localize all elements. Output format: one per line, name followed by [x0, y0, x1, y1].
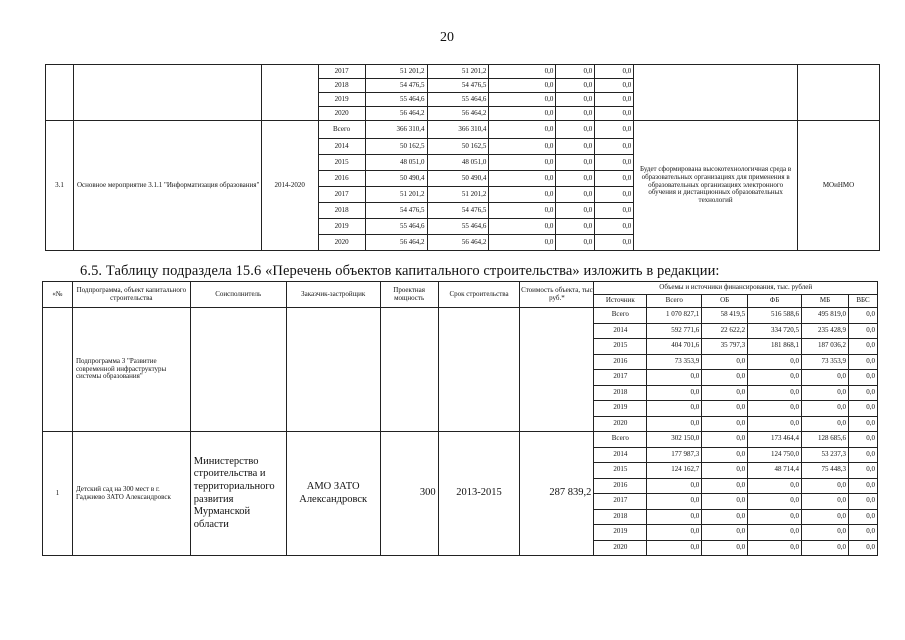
item-period: 2014-2020 [261, 121, 318, 251]
mb-cell: 0,0 [802, 525, 849, 541]
year-cell: 2016 [594, 354, 647, 370]
vbs-cell: 0,0 [848, 478, 877, 494]
fb-cell: 0,0 [748, 385, 802, 401]
vbs-cell: 0,0 [595, 65, 634, 79]
top-table [45, 64, 880, 251]
header-ob: ОБ [702, 295, 748, 308]
mb-cell: 0,0 [556, 65, 595, 79]
vbs-cell: 0,0 [848, 416, 877, 432]
empty-cost-cell [520, 308, 594, 432]
mb-cell: 75 448,3 [802, 463, 849, 479]
vbs-cell: 0,0 [595, 139, 634, 155]
year-cell: Всего [594, 432, 647, 448]
fb-cell: 48 714,4 [748, 463, 802, 479]
year-cell: 2017 [318, 65, 365, 79]
total-cell: 0,0 [647, 478, 702, 494]
ob-cell: 0,0 [702, 370, 748, 386]
year-cell: 2018 [594, 509, 647, 525]
object-name: Детский сад на 300 мест в г. Гаджиево ЗАТО Александровск [72, 432, 190, 556]
mb-cell: 0,0 [556, 121, 595, 139]
ob-cell: 48 051,0 [427, 155, 489, 171]
empty-period-cell [438, 308, 520, 432]
header-capacity: Проектная мощность [380, 282, 438, 308]
year-cell: 2018 [318, 79, 365, 93]
ob-cell: 0,0 [702, 447, 748, 463]
ob-cell: 51 201,2 [427, 187, 489, 203]
empty-num-cell [46, 65, 74, 121]
total-cell: 0,0 [647, 401, 702, 417]
fb-cell: 124 750,0 [748, 447, 802, 463]
ob-cell: 58 419,5 [702, 308, 748, 324]
year-cell: 2020 [318, 107, 365, 121]
ob-cell: 0,0 [702, 385, 748, 401]
total-cell: 404 701,6 [647, 339, 702, 355]
total-cell: 0,0 [647, 509, 702, 525]
vbs-cell: 0,0 [848, 540, 877, 556]
fb-cell: 0,0 [489, 139, 556, 155]
total-cell: 0,0 [647, 525, 702, 541]
fb-cell: 0,0 [748, 370, 802, 386]
total-cell: 54 476,5 [365, 79, 427, 93]
ob-cell: 54 476,5 [427, 79, 489, 93]
year-cell: 2014 [318, 139, 365, 155]
ob-cell: 0,0 [702, 354, 748, 370]
year-cell: 2017 [318, 187, 365, 203]
fb-cell: 0,0 [748, 525, 802, 541]
total-cell: 0,0 [647, 540, 702, 556]
vbs-cell: 0,0 [848, 308, 877, 324]
fb-cell: 0,0 [489, 219, 556, 235]
total-cell: 302 150,0 [647, 432, 702, 448]
ob-cell: 55 464,6 [427, 219, 489, 235]
ob-cell: 56 464,2 [427, 235, 489, 251]
year-cell: 2018 [594, 385, 647, 401]
fb-cell: 516 588,6 [748, 308, 802, 324]
total-cell: 0,0 [647, 494, 702, 510]
ob-cell: 0,0 [702, 478, 748, 494]
mb-cell: 187 036,2 [802, 339, 849, 355]
header-total: Всего [647, 295, 702, 308]
vbs-cell: 0,0 [848, 463, 877, 479]
fb-cell: 0,0 [748, 478, 802, 494]
total-cell: 48 051,0 [365, 155, 427, 171]
ob-cell: 0,0 [702, 401, 748, 417]
year-cell: Всего [594, 308, 647, 324]
empty-coexecutor-cell [190, 308, 286, 432]
page-number: 20 [440, 30, 454, 45]
total-cell: 54 476,5 [365, 203, 427, 219]
vbs-cell: 0,0 [848, 401, 877, 417]
ob-cell: 0,0 [702, 509, 748, 525]
object-number: 1 [43, 432, 73, 556]
year-cell: 2016 [594, 478, 647, 494]
fb-cell: 0,0 [748, 354, 802, 370]
ob-cell: 0,0 [702, 463, 748, 479]
year-cell: 2014 [594, 323, 647, 339]
subprogram-name: Подпрограмма 3 "Развитие современной инфраструктуры системы образования" [72, 308, 190, 432]
year-cell: 2020 [594, 416, 647, 432]
mb-cell: 0,0 [556, 139, 595, 155]
empty-name-cell [73, 65, 261, 121]
fb-cell: 0,0 [748, 416, 802, 432]
vbs-cell: 0,0 [595, 203, 634, 219]
ob-cell: 0,0 [702, 432, 748, 448]
fb-cell: 0,0 [489, 187, 556, 203]
vbs-cell: 0,0 [848, 509, 877, 525]
item-name: Основное мероприятие 3.1.1 "Информатизация образования" [73, 121, 261, 251]
mb-cell: 0,0 [802, 478, 849, 494]
year-cell: 2019 [318, 219, 365, 235]
mb-cell: 0,0 [556, 107, 595, 121]
total-cell: 51 201,2 [365, 187, 427, 203]
header-mb: МБ [802, 295, 849, 308]
vbs-cell: 0,0 [595, 171, 634, 187]
total-cell: 51 201,2 [365, 65, 427, 79]
mb-cell: 0,0 [556, 93, 595, 107]
mb-cell: 0,0 [802, 370, 849, 386]
total-cell: 56 464,2 [365, 107, 427, 121]
total-cell: 0,0 [647, 385, 702, 401]
item-executor: МОиНМО [798, 121, 880, 251]
mb-cell: 0,0 [802, 494, 849, 510]
header-cost: Стоимость объекта, тыс руб.* [520, 282, 594, 308]
fb-cell: 0,0 [489, 107, 556, 121]
total-cell: 50 162,5 [365, 139, 427, 155]
mb-cell: 0,0 [802, 401, 849, 417]
fb-cell: 0,0 [489, 79, 556, 93]
ob-cell: 366 310,4 [427, 121, 489, 139]
empty-result-cell [634, 65, 798, 121]
empty-num-cell [43, 308, 73, 432]
total-cell: 73 353,9 [647, 354, 702, 370]
year-cell: 2019 [318, 93, 365, 107]
capital-construction-table [42, 281, 878, 556]
year-cell: 2017 [594, 494, 647, 510]
header-funding: Объемы и источники финансирования, тыс. рублей [594, 282, 878, 295]
vbs-cell: 0,0 [848, 525, 877, 541]
header-source: Источник [594, 295, 647, 308]
fb-cell: 0,0 [489, 155, 556, 171]
vbs-cell: 0,0 [595, 155, 634, 171]
fb-cell: 173 464,4 [748, 432, 802, 448]
mb-cell: 0,0 [556, 171, 595, 187]
mb-cell: 0,0 [802, 509, 849, 525]
fb-cell: 0,0 [748, 494, 802, 510]
year-cell: 2018 [318, 203, 365, 219]
total-cell: 0,0 [647, 416, 702, 432]
object-customer: АМО ЗАТО Александровск [286, 432, 380, 556]
fb-cell: 0,0 [748, 401, 802, 417]
object-capacity: 300 [380, 432, 438, 556]
year-cell: 2015 [594, 339, 647, 355]
mb-cell: 0,0 [802, 385, 849, 401]
table-row [43, 432, 878, 448]
fb-cell: 181 868,1 [748, 339, 802, 355]
ob-cell: 51 201,2 [427, 65, 489, 79]
fb-cell: 0,0 [489, 235, 556, 251]
total-cell: 50 490,4 [365, 171, 427, 187]
fb-cell: 0,0 [489, 93, 556, 107]
header-period: Срок строительства [438, 282, 520, 308]
item-result: Будет сформирована высокотехнологичная среда в образовательных организациях для применения в образовательных организациях электронного обучения и дистанционных образовательных технологий [634, 121, 798, 251]
table-row [46, 121, 880, 139]
object-coexecutor: Министерство строительства и территориального развития Мурманской области [190, 432, 286, 556]
mb-cell: 73 353,9 [802, 354, 849, 370]
empty-capacity-cell [380, 308, 438, 432]
header-fb: ФБ [748, 295, 802, 308]
fb-cell: 334 720,5 [748, 323, 802, 339]
empty-executor-cell [798, 65, 880, 121]
year-cell: Всего [318, 121, 365, 139]
vbs-cell: 0,0 [595, 219, 634, 235]
ob-cell: 0,0 [702, 494, 748, 510]
header-program: Подпрограмма, объект капитального строительства [72, 282, 190, 308]
year-cell: 2014 [594, 447, 647, 463]
section-heading: 6.5. Таблицу подраздела 15.6 «Перечень объектов капитального строительства» изложить в редакции: [80, 263, 720, 279]
vbs-cell: 0,0 [595, 93, 634, 107]
header-customer: Заказчик-застройщик [286, 282, 380, 308]
mb-cell: 235 428,9 [802, 323, 849, 339]
vbs-cell: 0,0 [595, 187, 634, 203]
vbs-cell: 0,0 [848, 447, 877, 463]
mb-cell: 128 685,6 [802, 432, 849, 448]
ob-cell: 50 162,5 [427, 139, 489, 155]
mb-cell: 0,0 [556, 235, 595, 251]
mb-cell: 0,0 [556, 187, 595, 203]
total-cell: 366 310,4 [365, 121, 427, 139]
object-cost: 287 839,2 [520, 432, 594, 556]
vbs-cell: 0,0 [595, 79, 634, 93]
mb-cell: 0,0 [802, 416, 849, 432]
mb-cell: 0,0 [556, 79, 595, 93]
vbs-cell: 0,0 [848, 432, 877, 448]
total-cell: 55 464,6 [365, 219, 427, 235]
ob-cell: 54 476,5 [427, 203, 489, 219]
fb-cell: 0,0 [489, 203, 556, 219]
year-cell: 2017 [594, 370, 647, 386]
table-row [46, 65, 880, 79]
vbs-cell: 0,0 [595, 121, 634, 139]
object-period: 2013-2015 [438, 432, 520, 556]
total-cell: 55 464,6 [365, 93, 427, 107]
fb-cell: 0,0 [489, 171, 556, 187]
item-number: 3.1 [46, 121, 74, 251]
mb-cell: 495 819,0 [802, 308, 849, 324]
header-vbs: ВБС [848, 295, 877, 308]
year-cell: 2020 [594, 540, 647, 556]
year-cell: 2020 [318, 235, 365, 251]
mb-cell: 0,0 [802, 540, 849, 556]
empty-customer-cell [286, 308, 380, 432]
year-cell: 2019 [594, 401, 647, 417]
vbs-cell: 0,0 [848, 323, 877, 339]
header-coexecutor: Соисполнитель [190, 282, 286, 308]
vbs-cell: 0,0 [848, 370, 877, 386]
mb-cell: 0,0 [556, 203, 595, 219]
ob-cell: 0,0 [702, 540, 748, 556]
ob-cell: 35 797,3 [702, 339, 748, 355]
mb-cell: 53 237,3 [802, 447, 849, 463]
vbs-cell: 0,0 [848, 385, 877, 401]
total-cell: 177 987,3 [647, 447, 702, 463]
empty-period-cell [261, 65, 318, 121]
ob-cell: 50 490,4 [427, 171, 489, 187]
fb-cell: 0,0 [489, 121, 556, 139]
vbs-cell: 0,0 [848, 494, 877, 510]
ob-cell: 56 464,2 [427, 107, 489, 121]
ob-cell: 22 622,2 [702, 323, 748, 339]
vbs-cell: 0,0 [595, 107, 634, 121]
vbs-cell: 0,0 [848, 339, 877, 355]
total-cell: 592 771,6 [647, 323, 702, 339]
total-cell: 124 162,7 [647, 463, 702, 479]
mb-cell: 0,0 [556, 219, 595, 235]
year-cell: 2015 [594, 463, 647, 479]
year-cell: 2016 [318, 171, 365, 187]
year-cell: 2015 [318, 155, 365, 171]
table-row [43, 308, 878, 324]
year-cell: 2019 [594, 525, 647, 541]
ob-cell: 0,0 [702, 416, 748, 432]
total-cell: 0,0 [647, 370, 702, 386]
total-cell: 1 070 827,1 [647, 308, 702, 324]
fb-cell: 0,0 [748, 509, 802, 525]
ob-cell: 0,0 [702, 525, 748, 541]
total-cell: 56 464,2 [365, 235, 427, 251]
fb-cell: 0,0 [748, 540, 802, 556]
vbs-cell: 0,0 [848, 354, 877, 370]
ob-cell: 55 464,6 [427, 93, 489, 107]
mb-cell: 0,0 [556, 155, 595, 171]
fb-cell: 0,0 [489, 65, 556, 79]
header-num: «№ [43, 282, 73, 308]
vbs-cell: 0,0 [595, 235, 634, 251]
